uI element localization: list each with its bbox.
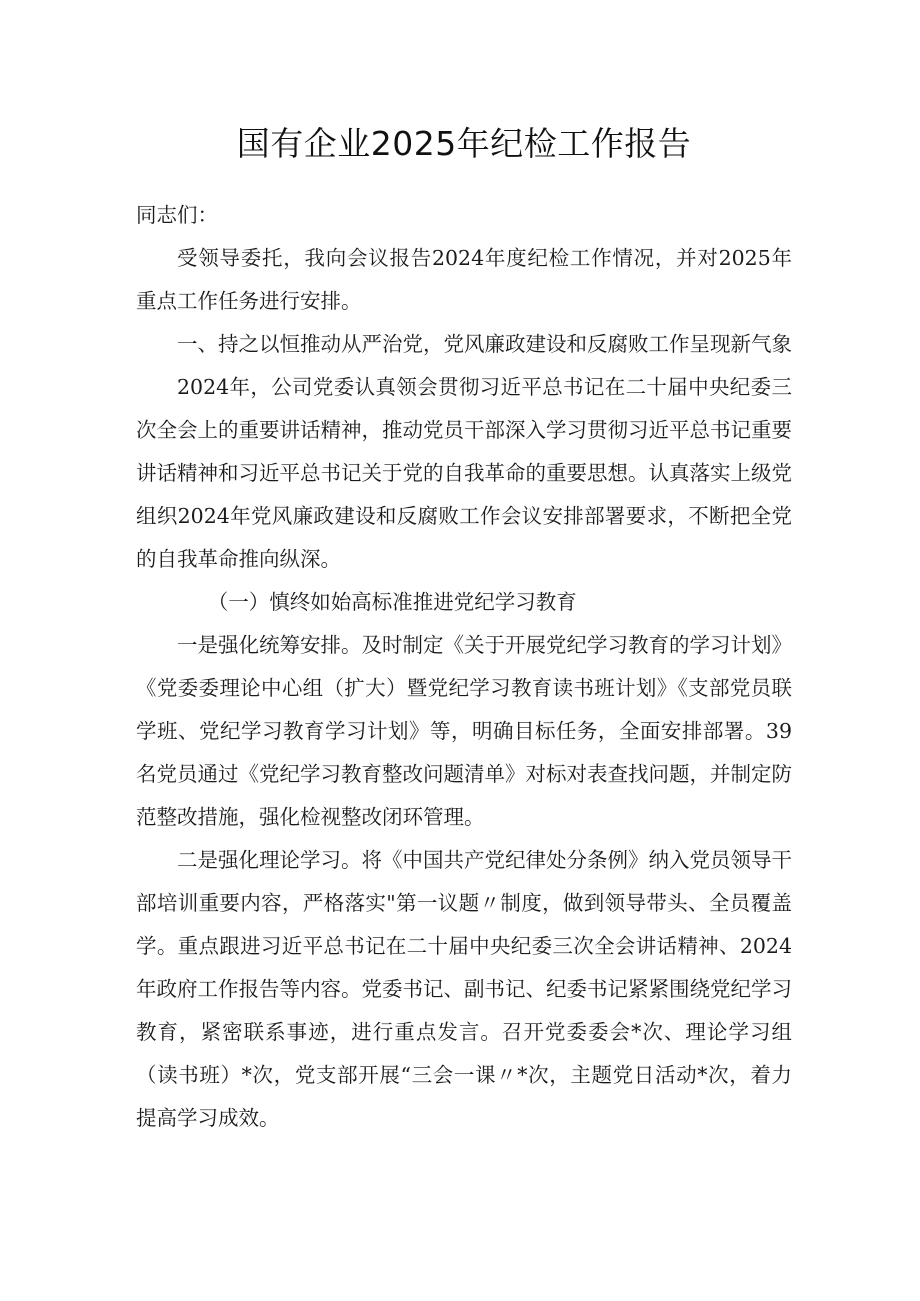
greeting-paragraph: 同志们： [136,203,218,227]
subsection-heading-1: （一）慎终如始高标准推进党纪学习教育 [207,590,577,614]
document-body [136,194,792,1140]
section-heading-1: 一、持之以恒推动从严治党，党风廉政建设和反腐败工作呈现新气象 [177,332,792,356]
intro-paragraph: 受领导委托，我向会议报告2024年度纪检工作情况，并对2025年重点工作任务进行安排。 [136,246,792,313]
body-paragraph: 2024年，公司党委认真领会贯彻习近平总书记在二十届中央纪委三次全会上的重要讲话精神，推动党员干部深入学习贯彻习近平总书记重要讲话精神和习近平总书记关于党的自我革命的重要思想。认真落实上级党组织2024年党风廉政建设和反腐败工作会议安排部署要求，不断把全党的自我革命推向纵深。 [136,375,792,571]
body-paragraph: 一是强化统筹安排。及时制定《关于开展党纪学习教育的学习计划》《党委委理论中心组（扩大）暨党纪学习教育读书班计划》《支部党员联学班、党纪学习教育学习计划》等，明确目标任务，全面安排部署。39名党员通过《党纪学习教育整改问题清单》对标对表查找问题，并制定防范整改措施，强化检视整改闭环管理。 [136,633,792,829]
body-paragraph: 二是强化理论学习。将《中国共产党纪律处分条例》纳入党员领导干部培训重要内容，严格落实"第一议题〃制度，做到领导带头、全员覆盖学。重点跟进习近平总书记在二十届中央纪委三次全会讲话精神、2024年政府工作报告等内容。党委书记、副书记、纪委书记紧紧围绕党纪学习教育，紧密联系事迹，进行重点发言。召开党委委会*次、理论学习组（读书班）*次，党支部开展“三会一课〃*次，主题党日活动*次，着力提高学习成效。 [136,848,792,1130]
document-title: 国有企业2025年纪检工作报告 [236,124,692,163]
